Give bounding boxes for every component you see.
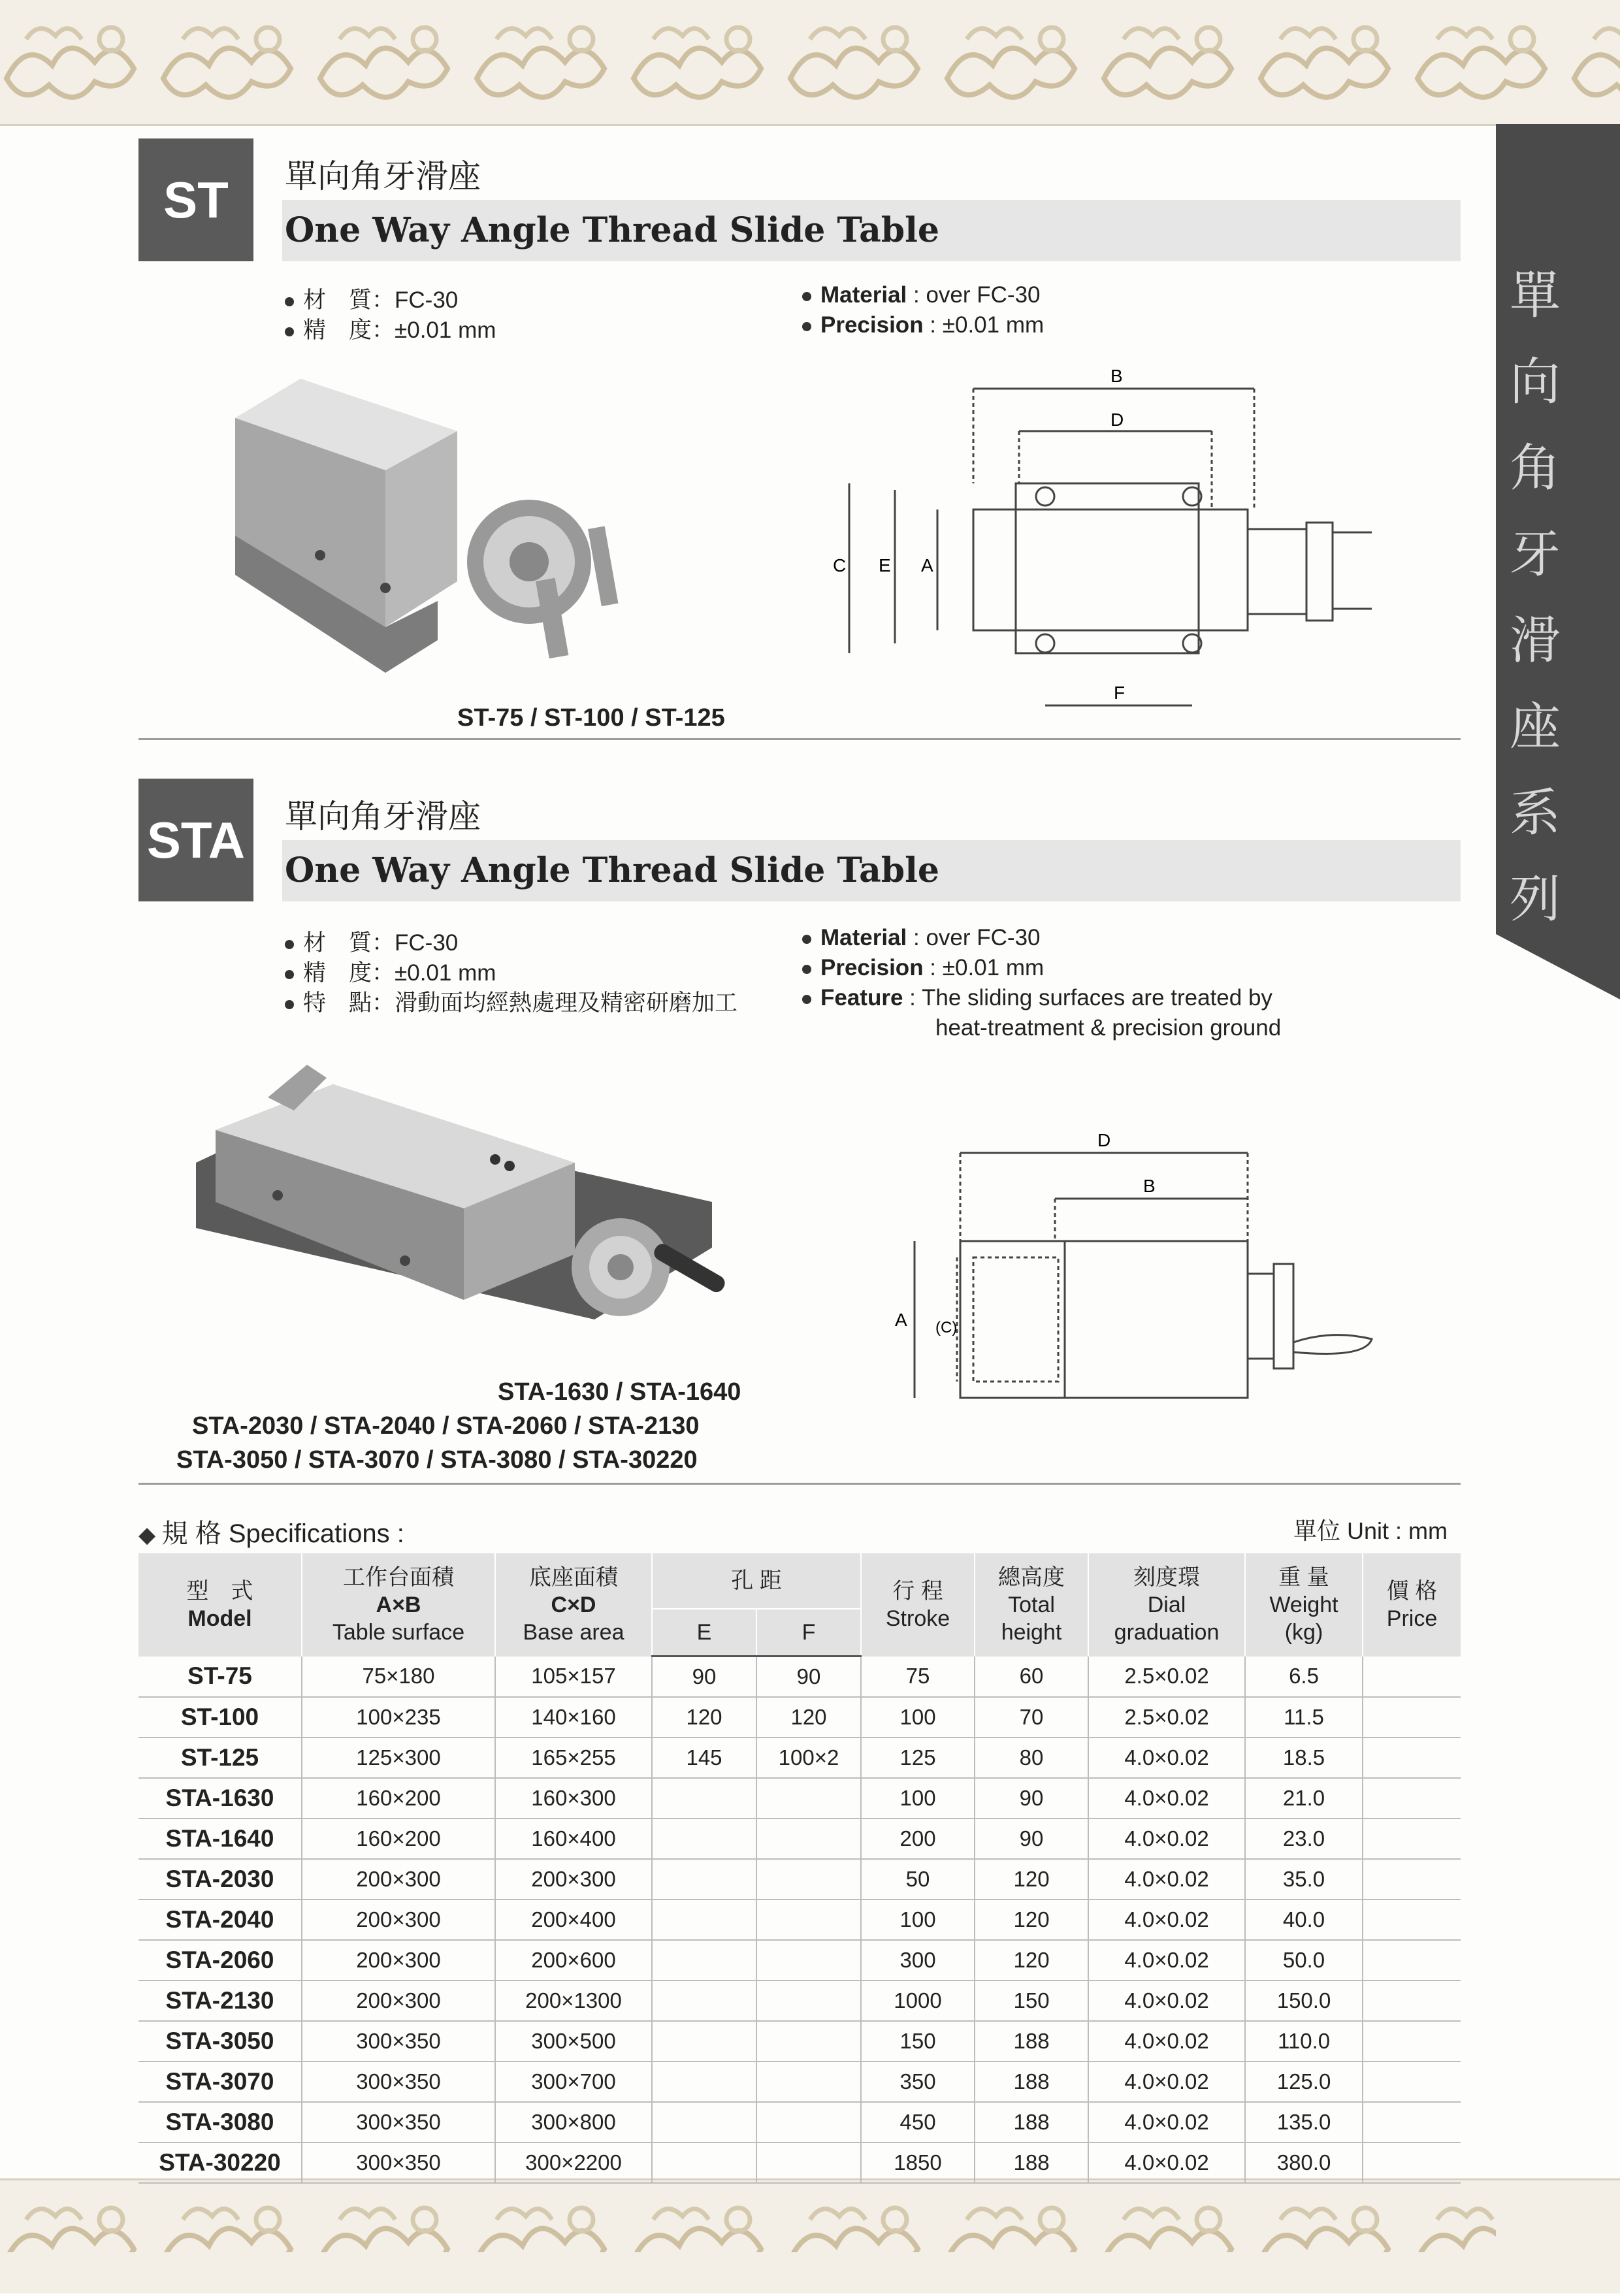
cell-weight: 40.0 (1245, 1900, 1363, 1940)
side-title-char: 角 (1509, 439, 1561, 498)
cell-table: 300×350 (302, 2102, 495, 2142)
cell-weight: 135.0 (1245, 2102, 1363, 2142)
cell-weight: 23.0 (1245, 1819, 1363, 1859)
cell-e (652, 1900, 756, 1940)
sta-caption-2: STA-3050 / STA-3070 / STA-3080 / STA-30220 (176, 1446, 698, 1474)
specifications-table (138, 1553, 1461, 2184)
cell-dial: 4.0×0.02 (1088, 1981, 1245, 2021)
cell-model: ST-100 (138, 1697, 302, 1738)
cell-f (756, 2102, 861, 2142)
cell-base: 200×400 (495, 1900, 652, 1940)
cell-model: STA-1630 (138, 1778, 302, 1819)
st-dim-d: D (1110, 410, 1124, 430)
st-spec-en-1: Precision : ±0.01 mm (802, 312, 1044, 338)
table-row (138, 1738, 1461, 1778)
cell-base: 300×2200 (495, 2142, 652, 2183)
cell-f (756, 2062, 861, 2102)
table-row (138, 2021, 1461, 2062)
cell-model: ST-125 (138, 1738, 302, 1778)
st-title-en: One Way Angle Thread Slide Table (282, 200, 1461, 261)
cell-e (652, 1859, 756, 1900)
cell-table: 200×300 (302, 1981, 495, 2021)
cell-table: 200×300 (302, 1900, 495, 1940)
st-dim-e: E (879, 555, 891, 575)
table-row (138, 1778, 1461, 1819)
cell-model: STA-2130 (138, 1981, 302, 2021)
sta-spec-en-2: Feature : The sliding surfaces are treated by (802, 985, 1272, 1011)
table-row (138, 2142, 1461, 2183)
st-technical-drawing (823, 366, 1424, 732)
cell-base: 160×300 (495, 1778, 652, 1819)
cell-dial: 2.5×0.02 (1088, 1697, 1245, 1738)
sta-dim-d: D (1097, 1130, 1111, 1150)
cell-model: STA-30220 (138, 2142, 302, 2183)
cell-weight: 18.5 (1245, 1738, 1363, 1778)
sta-dim-c: (C) (935, 1319, 958, 1336)
cell-weight: 11.5 (1245, 1697, 1363, 1738)
cell-stroke: 100 (861, 1778, 975, 1819)
cell-price (1363, 1900, 1461, 1940)
specifications-title: ◆ 規 格 Specifications : (138, 1519, 404, 1548)
cell-height: 80 (975, 1738, 1088, 1778)
cell-table: 300×350 (302, 2142, 495, 2183)
st-dim-a: A (921, 555, 933, 575)
cell-f (756, 1859, 861, 1900)
cell-weight: 50.0 (1245, 1940, 1363, 1981)
cell-model: STA-3070 (138, 2062, 302, 2102)
cell-model: STA-2030 (138, 1859, 302, 1900)
cell-weight: 21.0 (1245, 1778, 1363, 1819)
cell-weight: 150.0 (1245, 1981, 1363, 2021)
cell-stroke: 300 (861, 1940, 975, 1981)
cell-base: 200×300 (495, 1859, 652, 1900)
cell-f (756, 1900, 861, 1940)
cell-height: 120 (975, 1900, 1088, 1940)
cell-price (1363, 1697, 1461, 1738)
st-spec-en-0: Material : over FC-30 (802, 282, 1041, 308)
cell-weight: 35.0 (1245, 1859, 1363, 1900)
cell-e: 145 (652, 1738, 756, 1778)
col-e: E (652, 1609, 756, 1657)
side-title-char: 向 (1509, 353, 1561, 412)
sta-dim-b: B (1143, 1176, 1156, 1196)
section-divider (138, 738, 1461, 740)
cell-e (652, 1981, 756, 2021)
cell-base: 105×157 (495, 1657, 652, 1698)
cell-e (652, 2021, 756, 2062)
st-dim-f: F (1114, 683, 1126, 703)
specifications-label: 規 格 Specifications : (161, 1519, 404, 1548)
table-row (138, 1657, 1461, 1698)
cell-stroke: 125 (861, 1738, 975, 1778)
col-total-height: 總高度 Total height (975, 1553, 1088, 1657)
cell-f (756, 1940, 861, 1981)
col-hole-distance: 孔 距 (652, 1553, 861, 1609)
col-dial: 刻度環 Dial graduation (1088, 1553, 1245, 1657)
cell-stroke: 75 (861, 1657, 975, 1698)
cell-stroke: 1850 (861, 2142, 975, 2183)
top-decorative-border (0, 0, 1620, 126)
cell-stroke: 100 (861, 1900, 975, 1940)
cell-f: 100×2 (756, 1738, 861, 1778)
cell-base: 300×500 (495, 2021, 652, 2062)
table-row (138, 2062, 1461, 2102)
st-spec-zh-0: 材 質：FC-30 (285, 282, 458, 315)
cell-table: 125×300 (302, 1738, 495, 1778)
st-dim-b: B (1110, 366, 1123, 386)
cell-table: 300×350 (302, 2021, 495, 2062)
sta-caption-0: STA-1630 / STA-1640 (498, 1378, 741, 1406)
cell-e (652, 2142, 756, 2183)
cell-weight: 125.0 (1245, 2062, 1363, 2102)
cell-price (1363, 1738, 1461, 1778)
cell-height: 70 (975, 1697, 1088, 1738)
table-row (138, 1981, 1461, 2021)
st-spec-zh-1: 精 度：±0.01 mm (285, 312, 496, 345)
sta-technical-drawing (875, 1124, 1398, 1411)
cell-table: 160×200 (302, 1778, 495, 1819)
cell-dial: 4.0×0.02 (1088, 1778, 1245, 1819)
cell-stroke: 150 (861, 2021, 975, 2062)
cell-height: 120 (975, 1940, 1088, 1981)
side-title-char: 系 (1509, 784, 1561, 843)
cell-base: 300×800 (495, 2102, 652, 2142)
cell-price (1363, 1657, 1461, 1698)
cell-dial: 4.0×0.02 (1088, 1859, 1245, 1900)
sta-code: STA (146, 811, 246, 869)
cell-dial: 4.0×0.02 (1088, 1900, 1245, 1940)
sta-title-en: One Way Angle Thread Slide Table (282, 840, 1461, 901)
cell-f (756, 2142, 861, 2183)
cell-height: 188 (975, 2062, 1088, 2102)
sta-product-photo (189, 1032, 751, 1372)
cell-weight: 380.0 (1245, 2142, 1363, 2183)
cell-price (1363, 2062, 1461, 2102)
st-code: ST (163, 170, 229, 229)
cell-dial: 4.0×0.02 (1088, 2102, 1245, 2142)
cell-price (1363, 1778, 1461, 1819)
cell-e (652, 1819, 756, 1859)
st-title-zh: 單向角牙滑座 (285, 157, 481, 195)
cell-dial: 4.0×0.02 (1088, 1940, 1245, 1981)
cell-dial: 2.5×0.02 (1088, 1657, 1245, 1698)
cell-e: 90 (652, 1657, 756, 1698)
cell-f: 120 (756, 1697, 861, 1738)
cell-base: 200×600 (495, 1940, 652, 1981)
unit-label: 單位 Unit : mm (1293, 1517, 1448, 1544)
st-code-box (138, 138, 253, 261)
cell-weight: 6.5 (1245, 1657, 1363, 1698)
sta-dim-a: A (895, 1310, 907, 1330)
cloud-pattern-top (0, 0, 1620, 124)
table-row (138, 1859, 1461, 1900)
cell-f (756, 1778, 861, 1819)
cell-stroke: 50 (861, 1859, 975, 1900)
sta-caption-1: STA-2030 / STA-2040 / STA-2060 / STA-2130 (192, 1412, 700, 1440)
col-stroke: 行 程 Stroke (861, 1553, 975, 1657)
cell-height: 188 (975, 2142, 1088, 2183)
cell-table: 160×200 (302, 1819, 495, 1859)
cell-height: 188 (975, 2021, 1088, 2062)
side-title-char: 座 (1509, 698, 1561, 756)
cloud-pattern-bottom (0, 2180, 1620, 2293)
cell-stroke: 450 (861, 2102, 975, 2142)
cell-price (1363, 2142, 1461, 2183)
cell-f (756, 1819, 861, 1859)
table-row (138, 1819, 1461, 1859)
col-table-surface: 工作台面積 A×B Table surface (302, 1553, 495, 1657)
cell-e (652, 1940, 756, 1981)
st-product-photo (222, 366, 653, 679)
cell-height: 120 (975, 1859, 1088, 1900)
cell-height: 90 (975, 1778, 1088, 1819)
cell-model: STA-3050 (138, 2021, 302, 2062)
table-row (138, 1697, 1461, 1738)
cell-model: STA-1640 (138, 1819, 302, 1859)
cell-dial: 4.0×0.02 (1088, 1819, 1245, 1859)
cell-base: 200×1300 (495, 1981, 652, 2021)
cell-height: 150 (975, 1981, 1088, 2021)
table-row (138, 1940, 1461, 1981)
cell-height: 90 (975, 1819, 1088, 1859)
cell-base: 160×400 (495, 1819, 652, 1859)
side-title-char: 列 (1509, 870, 1561, 929)
cell-price (1363, 2021, 1461, 2062)
cell-table: 200×300 (302, 1940, 495, 1981)
cell-price (1363, 1859, 1461, 1900)
cell-model: STA-2040 (138, 1900, 302, 1940)
col-base-area: 底座面積 C×D Base area (495, 1553, 652, 1657)
cell-table: 200×300 (302, 1859, 495, 1900)
cell-dial: 4.0×0.02 (1088, 2021, 1245, 2062)
side-title-char: 滑 (1509, 611, 1561, 670)
cell-e: 120 (652, 1697, 756, 1738)
sta-title-zh: 單向角牙滑座 (285, 798, 481, 835)
cell-height: 188 (975, 2102, 1088, 2142)
cell-dial: 4.0×0.02 (1088, 2142, 1245, 2183)
cell-stroke: 1000 (861, 1981, 975, 2021)
cell-f (756, 2021, 861, 2062)
cell-price (1363, 2102, 1461, 2142)
cell-height: 60 (975, 1657, 1088, 1698)
table-row (138, 2102, 1461, 2142)
cell-price (1363, 1981, 1461, 2021)
cell-base: 300×700 (495, 2062, 652, 2102)
col-model: 型 式 Model (138, 1553, 302, 1657)
cell-dial: 4.0×0.02 (1088, 1738, 1245, 1778)
cell-stroke: 350 (861, 2062, 975, 2102)
cell-price (1363, 1819, 1461, 1859)
section-divider-2 (138, 1483, 1461, 1485)
sta-spec-en-0: Material : over FC-30 (802, 925, 1041, 951)
col-weight: 重 量 Weight (kg) (1245, 1553, 1363, 1657)
col-price: 價 格 Price (1363, 1553, 1461, 1657)
col-f: F (756, 1609, 861, 1657)
cell-e (652, 1778, 756, 1819)
st-dim-c: C (833, 555, 847, 575)
st-caption: ST-75 / ST-100 / ST-125 (457, 704, 725, 732)
cell-model: ST-75 (138, 1657, 302, 1698)
cell-stroke: 200 (861, 1819, 975, 1859)
cell-f (756, 1981, 861, 2021)
table-row (138, 1900, 1461, 1940)
cell-e (652, 2102, 756, 2142)
cell-price (1363, 1940, 1461, 1981)
cell-f: 90 (756, 1657, 861, 1698)
cell-model: STA-3080 (138, 2102, 302, 2142)
cell-base: 165×255 (495, 1738, 652, 1778)
cell-weight: 110.0 (1245, 2021, 1363, 2062)
side-title-char: 單 (1509, 267, 1561, 325)
cell-base: 140×160 (495, 1697, 652, 1738)
cell-model: STA-2060 (138, 1940, 302, 1981)
sta-code-box (138, 779, 253, 901)
side-title-char: 牙 (1509, 525, 1561, 584)
sta-spec-en-1: Precision : ±0.01 mm (802, 955, 1044, 981)
cell-table: 100×235 (302, 1697, 495, 1738)
cell-e (652, 2062, 756, 2102)
bottom-decorative-border (0, 2178, 1620, 2293)
sta-spec-zh-2: 特 點：滑動面均經熱處理及精密研磨加工 (285, 985, 737, 1018)
cell-table: 75×180 (302, 1657, 495, 1698)
sta-feature-line2: heat-treatment & precision ground (935, 1015, 1282, 1041)
cell-stroke: 100 (861, 1697, 975, 1738)
sta-spec-zh-1: 精 度：±0.01 mm (285, 955, 496, 988)
cell-dial: 4.0×0.02 (1088, 2062, 1245, 2102)
cell-table: 300×350 (302, 2062, 495, 2102)
sta-spec-zh-0: 材 質：FC-30 (285, 925, 458, 958)
